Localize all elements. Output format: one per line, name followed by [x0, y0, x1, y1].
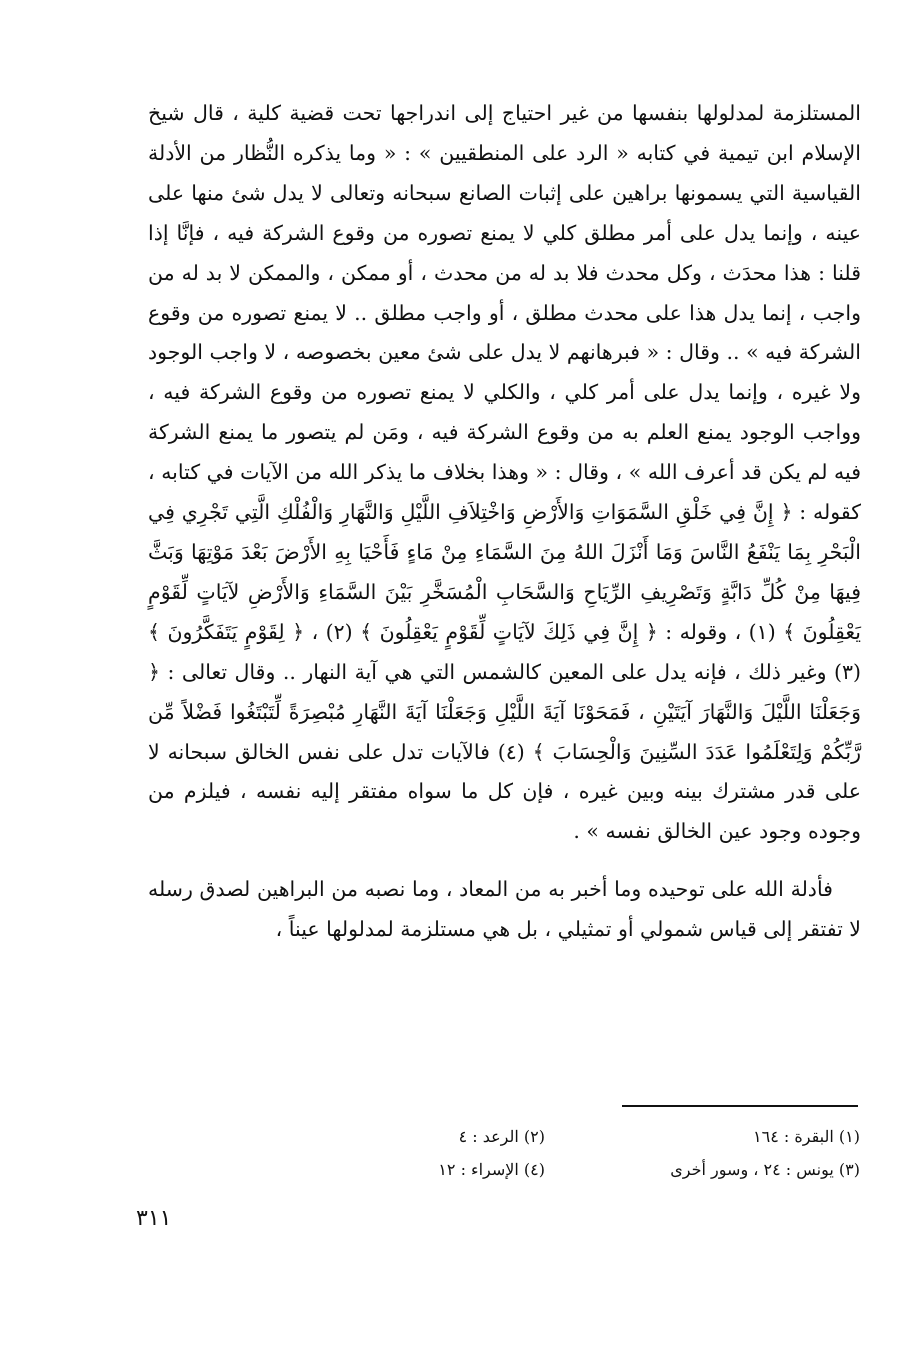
footnote-row	[230, 1120, 860, 1153]
footnotes	[230, 1120, 860, 1186]
footnote-3: (٣) يونس : ٢٤ ، وسور أخرى	[670, 1160, 860, 1179]
page-number: ٣١١	[136, 1206, 172, 1231]
footnote-row	[230, 1153, 860, 1186]
footnote-2: (٢) الرعد : ٤	[458, 1127, 545, 1146]
main-text	[148, 94, 861, 950]
footnote-4: (٤) الإسراء : ١٢	[438, 1160, 545, 1179]
paragraph-1: المستلزمة لمدلولها بنفسها من غير احتياج إلى اندراجها تحت قضية كلية ، قال شيخ الإسلام ابن تيمية في كتابه « الرد على المنطقيين » : « وما يذكره النُّظار من الأدلة القياسية التي يسمونها براهين على إثبات الصانع سبحانه وتعالى لا يدل شئ منها على عينه ، وإنما يدل على أمر مطلق كلي لا يمنع تصوره من وقوع الشركة فيه ، فإنَّا إذا قلنا : هذا محدَث ، وكل محدث فلا بد له من محدث ، أو ممكن ، والممكن لا بد له من واجب ، إنما يدل هذا على محدث مطلق ، أو واجب مطلق .. لا يمنع تصوره من وقوع الشركة فيه » .. وقال : « فبرهانهم لا يدل على شئ معين بخصوصه ، لا واجب الوجود ولا غيره ، وإنما يدل على أمر كلي ، والكلي لا يمنع تصوره من وقوع الشركة فيه ، وواجب الوجود يمنع العلم به من وقوع الشركة فيه ، ومَن لم يتصور ما يمنع الشركة فيه لم يكن قد أعرف الله » ، وقال : « وهذا بخلاف ما يذكر الله من الآيات في كتابه ، كقوله : ﴿ إِنَّ فِي خَلْقِ السَّمَوَاتِ وَالأَرْضِ وَاخْتِلاَفِ اللَّيْلِ وَالنَّهَارِ وَالْفُلْكِ الَّتِي تَجْرِي فِي الْبَحْرِ بِمَا يَنْفَعُ النَّاسَ وَمَا أَنْزَلَ اللهُ مِنَ السَّمَاءِ مِنْ مَاءٍ فَأَحْيَا بِهِ الأَرْضَ بَعْدَ مَوْتِهَا وَبَثَّ فِيهَا مِنْ كُلِّ دَابَّةٍ وَتَصْرِيفِ الرِّيَاحِ وَالسَّحَابِ الْمُسَخَّرِ بَيْنَ السَّمَاءِ وَالأَرْضِ لآيَاتٍ لِّقَوْمٍ يَعْقِلُونَ ﴾ (١) ، وقوله : ﴿ إِنَّ فِي ذَلِكَ لآيَاتٍ لِّقَوْمٍ يَعْقِلُونَ ﴾ (٢) ، ﴿ لِقَوْمٍ يَتَفَكَّرُونَ ﴾ (٣) وغير ذلك ، فإنه يدل على المعين كالشمس التي هي آية النهار .. وقال تعالى : ﴿ وَجَعَلْنَا اللَّيْلَ وَالنَّهَارَ آيَتَيْنِ ، فَمَحَوْنَا آيَةَ اللَّيْلِ وَجَعَلْنَا آيَةَ النَّهَارِ مُبْصِرَةً لِّتَبْتَغُوا فَضْلاً مِّن رَّبِّكُمْ وَلِتَعْلَمُوا عَدَدَ السِّنِينَ وَالْحِسَابَ ﴾ (٤) فالآيات تدل على نفس الخالق سبحانه لا على قدر مشترك بينه وبين غيره ، فإن كل ما سواه مفتقر إليه نفسه ، فيلزم من وجوده وجود عين الخالق نفسه » .	[148, 101, 861, 844]
paragraph-2: فأدلة الله على توحيده وما أخبر به من المعاد ، وما نصبه من البراهين لصدق رسله لا تفتقر إلى قياس شمولي أو تمثيلي ، بل هي مستلزمة لمدلولها عيناً ،	[148, 877, 861, 942]
footnote-1: (١) البقرة : ١٦٤	[753, 1127, 860, 1146]
footnote-divider	[622, 1105, 858, 1107]
